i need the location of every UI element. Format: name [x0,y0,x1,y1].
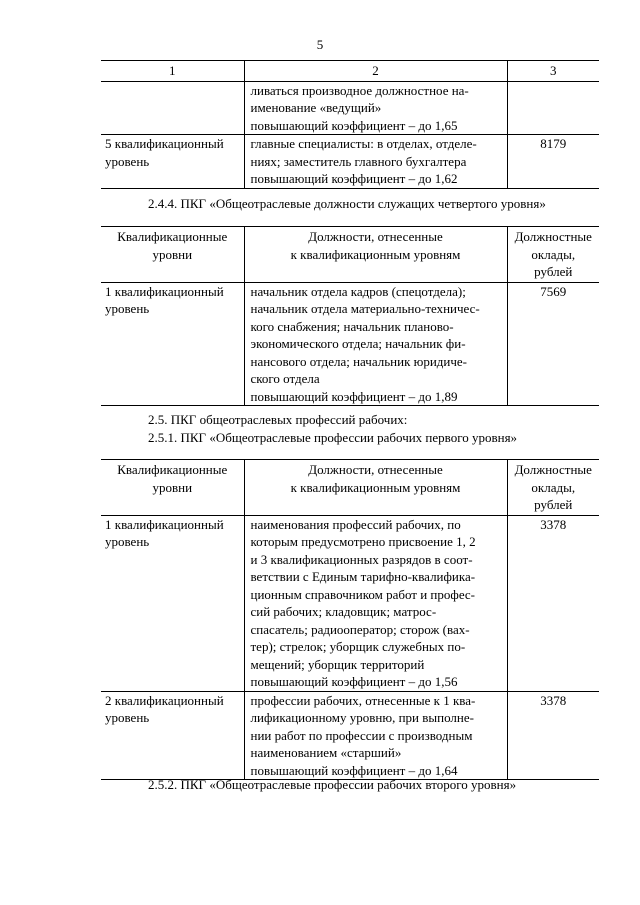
description-line: ниях; заместитель главного бухгалтера [250,153,467,169]
positions-description [244,282,507,406]
description-line: которым предусмотрено присвоение 1, 2 [250,534,476,549]
description-line: спасатель; радиооператор; сторож (вах- [250,621,470,637]
salary: 3378 [507,691,599,780]
description-line: повышающий коэффициент – до 1,65 [250,117,458,133]
table-header-row [101,227,599,283]
qualification-level [101,81,244,135]
salary: 3378 [507,515,599,691]
positions-description [244,515,507,691]
table-row [101,282,599,406]
description-line: повышающий коэффициент – до 1,56 [250,674,458,689]
description-line: повышающий коэффициент – до 1,62 [250,171,458,186]
section-heading-2-5: 2.5. ПКГ общеотраслевых профессий рабочих: [148,412,408,427]
header-qualification-levels: Квалификационные уровни [101,460,244,516]
column-number: 3 [507,61,599,82]
page-number: 5 [316,37,324,52]
description-line: начальник отдела кадров (спецотдела); [250,283,466,299]
description-line: ского отдела [250,371,320,386]
table-row [101,691,599,780]
description-line: кого снабжения; начальник планово- [250,318,454,334]
qualification-level: 5 квалификационный уровень [101,135,244,189]
description-line: ливаться производное должностное на- [250,82,469,98]
description-line: нансового отдела; начальник юридиче- [250,353,468,369]
header-qualification-levels: Квалификационные уровни [101,227,244,283]
description-line: главные специалисты: в отделах, отделе- [250,136,477,151]
header-positions-line: Должности, отнесенные [308,462,443,477]
qualification-level: 2 квалификационный уровень [101,691,244,780]
table-row [101,515,599,691]
description-line: начальник отдела материально-техничес- [250,301,480,316]
description-line: лификационному уровню, при выполне- [250,710,474,725]
qualification-level: 1 квалификационный уровень [101,515,244,691]
description-line: повышающий коэффициент – до 1,89 [250,388,458,404]
header-salaries: Должностные оклады, рублей [507,227,599,283]
positions-description [244,135,507,189]
positions-description [244,691,507,780]
salary [507,81,599,135]
section-heading-2-5-2: 2.5.2. ПКГ «Общеотраслевые профессии рабочих второго уровня» [148,777,517,792]
header-positions-line: к квалификационным уровням [290,479,461,495]
section-heading-2-5-1: 2.5.1. ПКГ «Общеотраслевые профессии рабочих первого уровня» [148,430,518,445]
description-line: наименованием «старший» [250,745,402,760]
header-positions-line: Должности, отнесенные [308,229,443,244]
table-continued [101,60,599,189]
description-line: экономического отдела; начальник фи- [250,336,466,351]
description-line: мещений; уборщик территорий [250,656,425,672]
description-line: повышающий коэффициент – до 1,64 [250,762,458,778]
table-2-5-1 [101,459,599,780]
header-salaries: Должностные оклады, рублей [507,460,599,516]
column-number: 2 [244,61,507,82]
description-line: и 3 квалификационных разрядов в соот- [250,551,473,567]
table-row [101,135,599,189]
table-row [101,81,599,135]
header-positions [244,460,507,516]
description-line: наименования профессий рабочих, по [250,516,461,532]
description-line: профессии рабочих, отнесенные к 1 ква- [250,692,476,708]
description-line: сий рабочих; кладовщик; матрос- [250,604,437,619]
table-header-row [101,460,599,516]
header-positions-line: к квалификационным уровням [290,246,461,262]
salary: 8179 [507,135,599,189]
table-2-4-4 [101,226,599,406]
description-line: ционным справочником работ и профес- [250,586,476,602]
description-line: нии работ по профессии с производным [250,727,473,743]
salary: 7569 [507,282,599,406]
qualification-level: 1 квалификационный уровень [101,282,244,406]
section-heading-2-4-4: 2.4.4. ПКГ «Общеотраслевые должности служащих четвертого уровня» [148,196,546,211]
description-line: тер); стрелок; уборщик служебных по- [250,639,466,654]
description-line: ветствии с Единым тарифно-квалифика- [250,569,476,584]
column-number: 1 [101,61,244,82]
description-line: именование «ведущий» [250,100,382,115]
table-column-numbers [101,61,599,82]
header-positions [244,227,507,283]
positions-description [244,81,507,135]
